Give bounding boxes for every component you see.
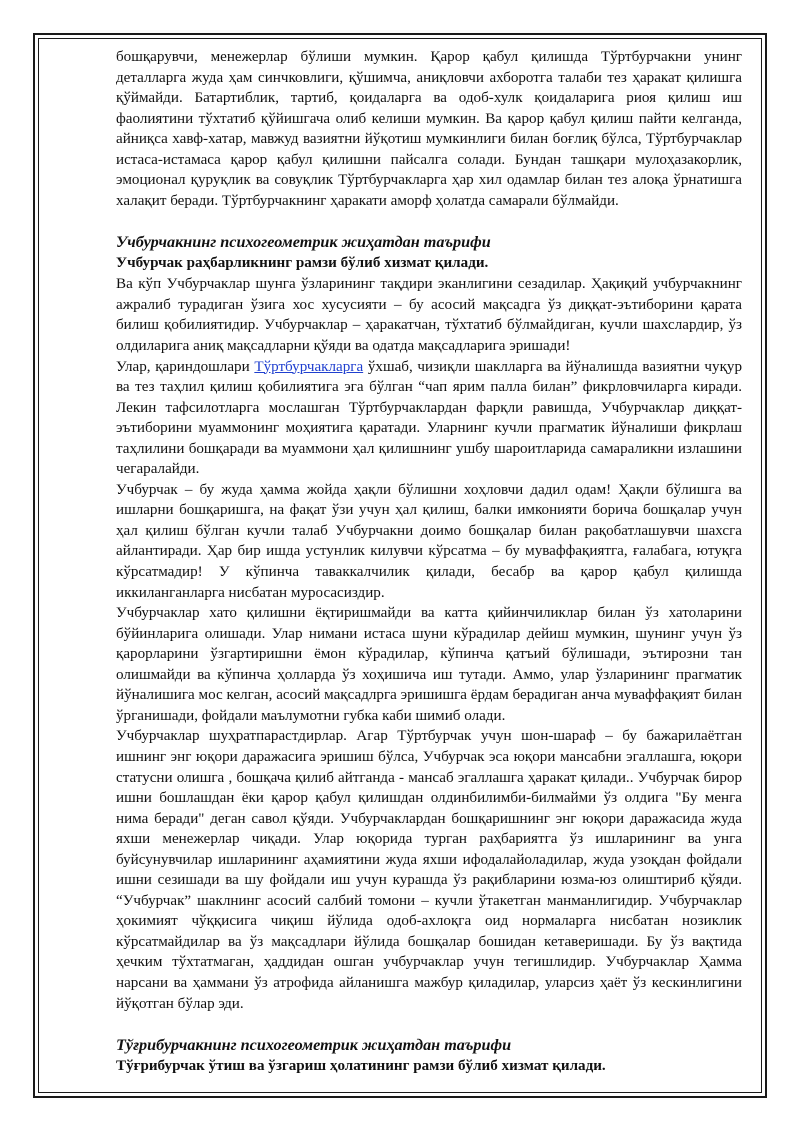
section1-paragraph-5: Учбурчаклар шуҳратпарастдирлар. Агар Тўртбурчак учун шон-шараф – бу бажарилаётган ишнинг энг юқори даражасига эришиш бўлса, Учбурчак эса юқори мансабни эгаллашга, юқори статусни олишга , бошқача қилиб айтганда - мансаб эгаллашга ҳаракат қилади.. Учбурчак бирор ишни бошлашдан ёки қарор қабул қилишдан олдинбилимби-билмайми ўз олдига "Бу менга нима беради" деган савол қўяди. Учбурчаклардан бошқаришнинг энг юқори даражасида жуда яхши менежерлар чиқади. Улар юқорида турган раҳбариятга ўз ишларининг ва унга буйсунувчилар ишларининг аҳамиятини жуда яхши ифодалайоладилар, жуда узоқдан фойдали ишни сезишади ва шу фойдали иш учун курашда ўз рақибларини юзма-юз олиштириб қўяди. “Учбурчак” шаклнинг асосий салбий томони – кучли ўтакетган манманлигидир. Учбурчаклар ҳокимият чўққисига чиқиш йўлида одоб-ахлоқга оид нормаларга нисбатан нозиклик кўрсатмайдилар ва ўз мақсадлари йўлида бошқалар бошидан кетаверишади. Бу ўз вақтида ҳечким тўхтатмаган, ҳаддидан ошган учбурчаклар учун тегишлидир. Учбурчаклар Ҳамма нарсани ва ҳаммани ўз атрофида айланишга мажбур қиладилар, уларсиз ҳаёт ўз кескинлигини йўқотган бўлар эди.: [116, 728, 742, 1012]
section1-paragraph-1: Ва кўп Учбурчаклар шунга ўзларининг тақдири эканлигини сезадилар. Ҳақиқий учбурчакнинг ажралиб турадиган ўзига хос хусусияти – бу асосий мақсадга ўз диққат-эътиборини қарата билиш қобилиятидир. Учбурчаклар – ҳаракатчан, тўхтатиб бўлмайдиган, кучли шахслардир, ўз олдиларига аниқ мақсадларни қўяди ва одатда мақсадларига эришади!: [116, 276, 742, 355]
section1-subheading: Учбурчак раҳбарликнинг рамзи бўлиб хизмат қилади.: [116, 255, 489, 272]
paragraph-2-lead: Улар, қариндошлари: [116, 358, 255, 375]
section-spacer: [116, 211, 742, 231]
section1-paragraph-4: Учбурчаклар хато қилишни ёқтиришмайди ва катта қийинчиликлар билан ўз хатоларини бўйинларига олишади. Улар нимани истаса шуни кўрадилар дейиш мумкин, шунинг учун ўз қарорларини ўзгартиришни ёмон кўрадилар, кўпинча қатъий бўлишади, эътирозни тан олишмайди ва кўпинча ҳолларда ўз хоҳишича иш тутади. Аммо, улар ўзларининг прагматик йўналишига мос келган, асосий мақсадлрга эришишга ёрдам берадиган анча муваффақият билан ўрганишади, фойдали маълумотни губка каби шимиб олади.: [116, 605, 742, 724]
section2-subheading: Тўғрибурчак ўтиш ва ўзгариш ҳолатининг рамзи бўлиб хизмат қилади.: [116, 1058, 606, 1075]
section1-paragraph-2: [116, 357, 742, 480]
section2-heading: Тўғрибурчакнинг психогеометрик жиҳатдан таърифи: [116, 1036, 512, 1055]
section-spacer: [116, 1014, 742, 1034]
section1-paragraph-3: Учбурчак – бу жуда ҳамма жойда ҳақли бўлишни хоҳловчи дадил одам! Ҳақли бўлишга ва ишларни бошқаришга, на фақат ўзи учун ҳал қилиш, балки имконияти борича бошқалар учун ҳал қилиш бўлган кучли талаб Учбурчакни доимо бошқалар билан рақобатлашувчи шахсга айлантиради. Ҳар бир ишда устунлик килувчи кўрсатма – бу муваффақиятга, ғалабага, ютуқга кўрсатмадир! У кўпинча таваккалчилик қилади, бесабр ва қарор қабул қилишда иккиланганларга нисбатан муросасиздир.: [116, 481, 742, 601]
document-body: [116, 47, 742, 1077]
paragraph-2-rest: ўхшаб, чизиқли шаклларга ва йўналишда вазиятни чуқур ва тез таҳлил қилиш қобилиятига эга бўлган “чап ярим палла билан” фикрловчиларга киради. Лекин тафсилотларга мослашган Тўртбурчаклардан фарқли равишда, Учбурчаклар диққат-эътиборини муаммонинг моҳиятига қаратади. Уларнинг кучли прагматик йўналиши фикрлаш таҳлилини бошқаради ва муаммони ҳал қилишнинг ушбу шароитларида самараликни излашини чегаралайди.: [116, 358, 742, 478]
section1-heading: Учбурчакнинг психогеометрик жиҳатдан таърифи: [116, 233, 491, 252]
intro-paragraph: бошқарувчи, менежерлар бўлиши мумкин. Қарор қабул қилишда Тўртбурчакни унинг деталларга жуда ҳам синчковлиги, қўшимча, аниқловчи ахборотга талаби тез ҳаракат қилишга қўймайди. Батартиблик, тартиб, қоидаларга ва одоб-хулк қоидаларига риоя қилиш иш фаолиятини тўхтатиб қўйишгача олиб келиши мумкин. Ва қарор қабул қилиш пайти келганда, айниқса хавф-хатар, мавжуд вазиятни йўқотиш мумкинлиги билан боғлиқ бўлса, Тўртбурчаклар истаса-истамаса қарор қабул қилишни пайсалга солади. Бундан ташқари мулоҳазакорлик, эмоционал қуруқлик ва совуқлик Тўртбурчакларга ҳар хил одамлар билан тез алоқа ўрнатишга халақит беради. Тўртбурчакнинг ҳаракати аморф ҳолатда самарали бўлмайди.: [116, 49, 742, 209]
rectangles-link[interactable]: Тўртбурчакларга: [254, 358, 364, 375]
